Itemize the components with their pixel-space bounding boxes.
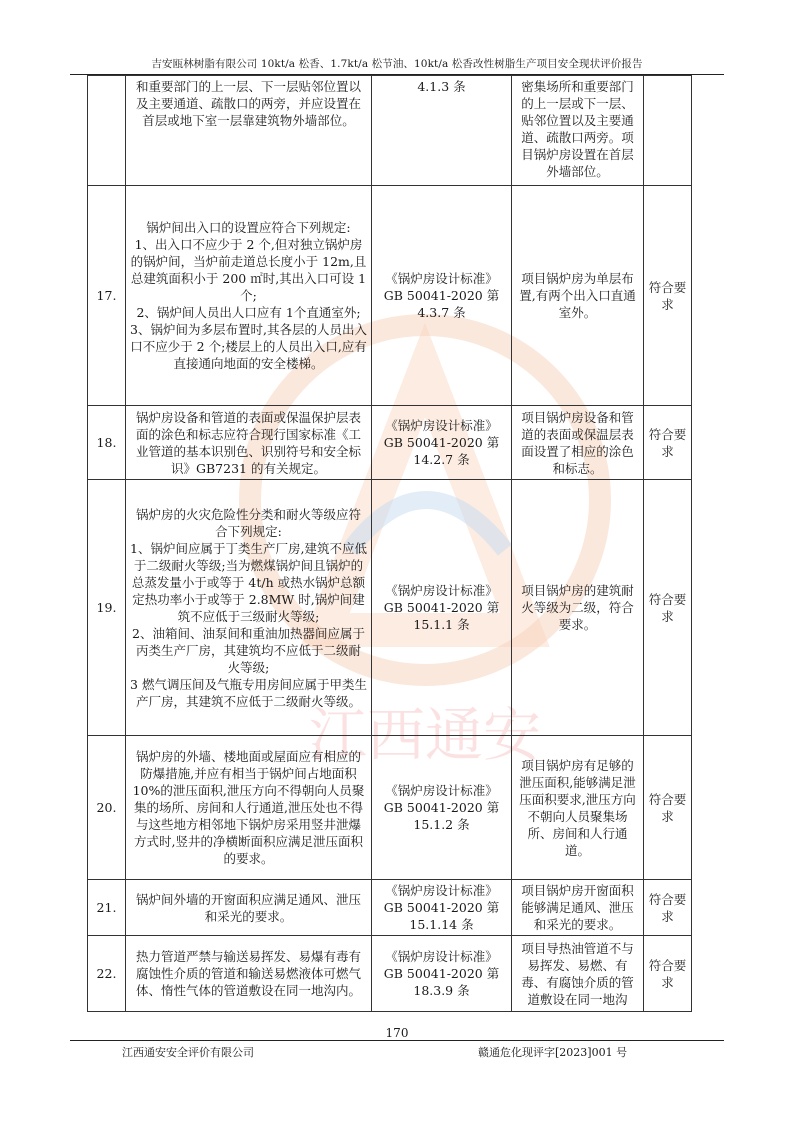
requirement-line: 锅炉房的火灾危险性分类和耐火等级应符合下列规定:: [135, 506, 361, 539]
table-row: [88, 76, 692, 186]
conclusion: 符合要求: [644, 480, 692, 736]
row-number: 21.: [88, 880, 126, 936]
safety-checklist-table: [87, 75, 692, 1012]
conclusion: 符合要求: [644, 936, 692, 1012]
inspection-result: 项目锅炉房设备和管道的表面或保温层表面设置了相应的涂色和标志。: [512, 406, 644, 480]
standard-basis: 《锅炉房设计标准》GB 50041-2020 第 15.1.1 条: [372, 480, 512, 736]
requirement-text: [126, 186, 372, 406]
requirement-lines: [130, 506, 367, 710]
row-number: 19.: [88, 480, 126, 736]
table-row: [88, 480, 692, 736]
requirement-text: 锅炉房的外墙、楼地面或屋面应有相应的防爆措施,并应有相当于锅炉间占地面积 10%的泄压面积,泄压方向不得朝向人员聚集的场所、房间和人行通道,泄压处也不得与这些地方相邻地下锅炉房采用竖井泄爆方式时,竖井的净横断面积应满足泄压面积的要求。: [126, 736, 372, 880]
watermark-text: 江西通安: [308, 701, 542, 769]
inspection-result: 项目锅炉房的建筑耐火等级为二级，符合要求。: [512, 480, 644, 736]
row-number: 22.: [88, 936, 126, 1012]
conclusion: 符合要求: [644, 880, 692, 936]
table-row: [88, 406, 692, 480]
requirement-text: 热力管道严禁与输送易挥发、易爆有毒有腐蚀性介质的管道和输送易燃液体可燃气体、惰性气体的管道敷设在同一地沟内。: [126, 936, 372, 1012]
row-number: 17.: [88, 186, 126, 406]
inspection-result: 项目锅炉房为单层布置,有两个出入口直通室外。: [512, 186, 644, 406]
standard-basis: 4.1.3 条: [372, 76, 512, 186]
requirement-line: 1、锅炉间应属于丁类生产厂房,建筑不应低于二级耐火等级;当为燃煤锅炉间且锅炉的总蒸发量小于或等于 4t/h 或热水锅炉总额定热功率小于或等于 2.8MW 时,锅炉间建筑不应低于三级耐火等级;: [130, 540, 367, 624]
inspection-result: 项目锅炉房有足够的泄压面积,能够满足泄压面积要求,泄压方向不朝向人员聚集场所、房间和人行通道。: [512, 736, 644, 880]
requirement-text: 锅炉房设备和管道的表面或保温保护层表面的涂色和标志应符合现行国家标准《工业管道的基本识别色、识别符号和安全标识》GB7231 的有关规定。: [126, 406, 372, 480]
row-number: 20.: [88, 736, 126, 880]
conclusion: [644, 76, 692, 186]
standard-basis: 《锅炉房设计标准》GB 50041-2020 第 14.2.7 条: [372, 406, 512, 480]
conclusion: 符合要求: [644, 736, 692, 880]
table-row: [88, 736, 692, 880]
standard-basis: 《锅炉房设计标准》GB 50041-2020 第 4.3.7 条: [372, 186, 512, 406]
requirement-line: 2、油箱间、油泵间和重油加热器间应属于丙类生产厂房，其建筑均不应低于二级耐火等级;: [132, 625, 365, 675]
footer-divider: [70, 1040, 724, 1041]
requirement-line: 2、锅炉间人员出人口应有 1个直通室外;: [136, 305, 361, 320]
requirement-lines: [130, 219, 367, 372]
footer-company: 江西通安安全评价有限公司: [122, 1046, 254, 1059]
inspection-result: 项目导热油管道不与易挥发、易燃、有毒、有腐蚀介质的管道敷设在同一地沟: [512, 936, 644, 1012]
inspection-result: 项目锅炉房开窗面积能够满足通风、泄压和采光的要求。: [512, 880, 644, 936]
requirement-text: 锅炉间外墙的开窗面积应满足通风、泄压和采光的要求。: [126, 880, 372, 936]
page-number: 170: [385, 1026, 409, 1040]
table-row: [88, 186, 692, 406]
requirement-line: 锅炉间出入口的设置应符合下列规定:: [146, 220, 351, 235]
inspection-result: 密集场所和重要部门的上一层或下一层、贴邻位置以及主要通道、疏散口两旁。项目锅炉房设置在首层外墙部位。: [512, 76, 644, 186]
standard-basis: 《锅炉房设计标准》GB 50041-2020 第 15.1.14 条: [372, 880, 512, 936]
standard-basis: 《锅炉房设计标准》GB 50041-2020 第 15.1.2 条: [372, 736, 512, 880]
table-row: [88, 936, 692, 1012]
conclusion: 符合要求: [644, 406, 692, 480]
row-number: [88, 76, 126, 186]
requirement-text: 和重要部门的上一层、下一层贴邻位置以及主要通道、疏散口的两旁，并应设置在首层或地下室一层靠建筑物外墙部位。: [126, 76, 372, 186]
requirement-line: 3、锅炉间为多层布置时,其各层的人员出入口不应少于 2 个;楼层上的人员出入口,应有直接通向地面的安全楼梯。: [130, 322, 367, 371]
table-row: [88, 880, 692, 936]
row-number: 18.: [88, 406, 126, 480]
standard-basis: 《锅炉房设计标准》GB 50041-2020 第 18.3.9 条: [372, 936, 512, 1012]
conclusion: 符合要求: [644, 186, 692, 406]
requirement-line: 1、出入口不应少于 2 个,但对独立锅炉房的锅炉间，当炉前走道总长度小于 12m,且总建筑面积小于 200 ㎡时,其出入口可设 1 个;: [130, 237, 367, 303]
requirement-text: [126, 480, 372, 736]
report-header-title: 吉安瓯林树脂有限公司 10kt/a 松香、1.7kt/a 松节油、10kt/a 松香改性树脂生产项目安全现状评价报告: [151, 58, 643, 70]
footer-report-code: 赣通危化现评字[2023]001 号: [478, 1046, 628, 1059]
requirement-line: 3 燃气调压间及气瓶专用房间应属于甲类生产厂房，其建筑不应低于二级耐火等级。: [130, 676, 367, 709]
